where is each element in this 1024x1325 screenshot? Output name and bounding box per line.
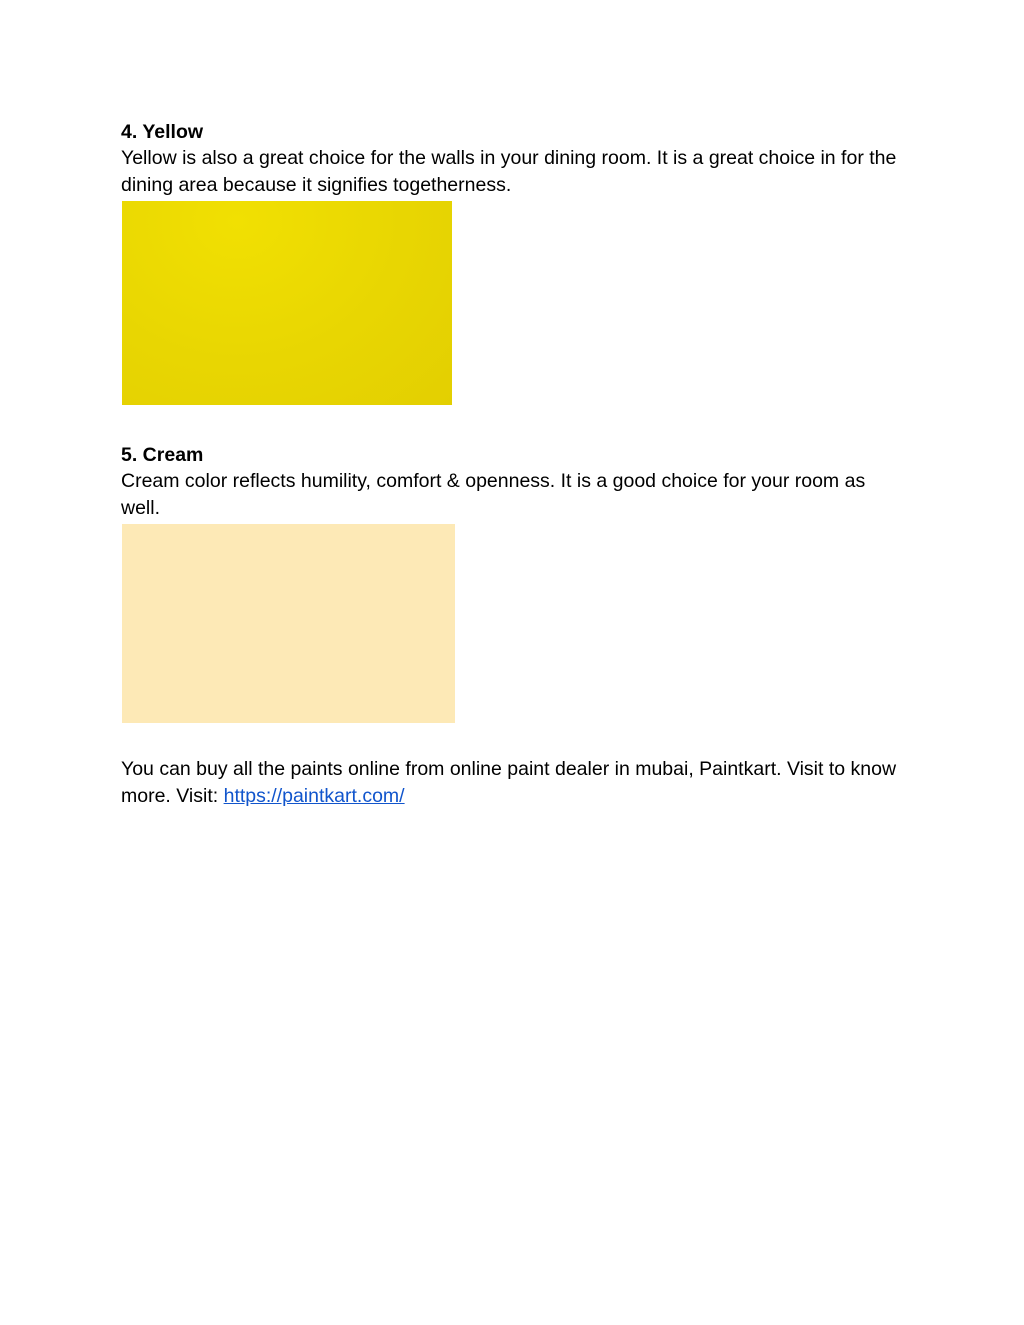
footer-text: You can buy all the paints online from online paint dealer in mubai, Paintkart. Visit to know more. Visit:	[121, 758, 897, 807]
cream-color-swatch-image	[122, 524, 455, 723]
document-page	[121, 119, 901, 809]
section-heading-yellow: 4. Yellow	[121, 121, 204, 143]
paintkart-link[interactable]: https://paintkart.com/	[223, 784, 405, 807]
footer-paragraph	[121, 756, 901, 809]
section-heading-cream: 5. Cream	[121, 444, 204, 466]
section-text-yellow: Yellow is also a great choice for the walls in your dining room. It is a great choice in for the dining area because it signifies togetherness.	[121, 147, 897, 196]
section-spacer	[121, 405, 901, 442]
section-cream	[121, 442, 901, 723]
section-text-cream: Cream color reflects humility, comfort & openness. It is a good choice for your room as well.	[121, 470, 866, 519]
section-yellow	[121, 119, 901, 405]
yellow-color-swatch-image	[122, 201, 452, 405]
section-spacer	[121, 723, 901, 756]
